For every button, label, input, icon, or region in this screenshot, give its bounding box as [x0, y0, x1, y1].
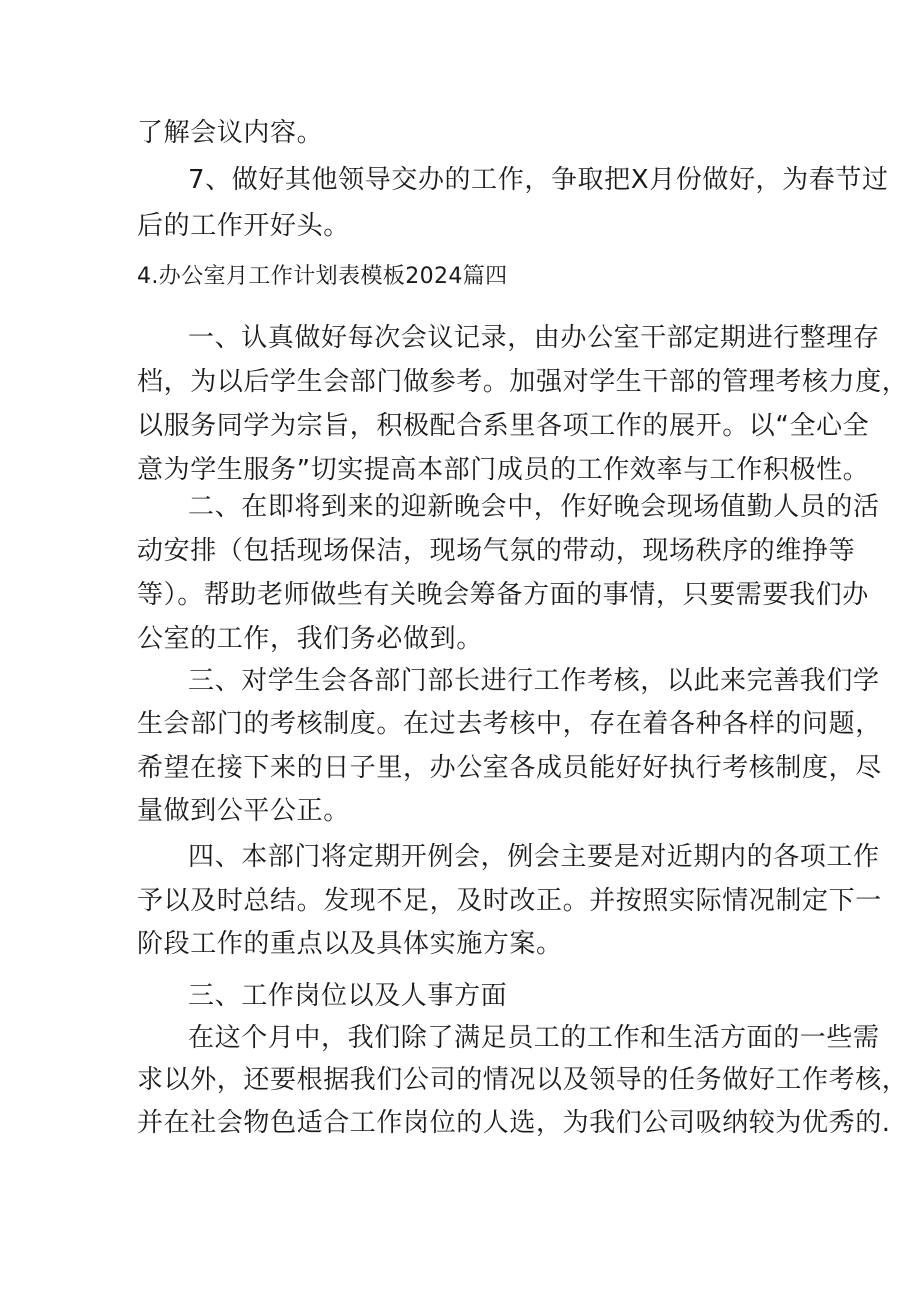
section-heading: 4.办公室月工作计划表模板2024篇四 — [137, 264, 508, 289]
paragraph-1-line-2: 档，为以后学生会部门做参考。加强对学生干部的管理考核力度， — [137, 367, 909, 397]
final-paragraph-line-3: 并在社会物色适合工作岗位的人选，为我们公司吸纳较为优秀的. — [137, 1108, 891, 1138]
paragraph-2-line-4: 公室的工作，我们务必做到。 — [137, 624, 483, 654]
paragraph-1-line-1: 一、认真做好每次会议记录，由办公室干部定期进行整理存 — [188, 323, 880, 353]
paragraph-2-line-3: 等）。帮助老师做些有关晚会筹备方面的事情，只要需要我们办 — [137, 580, 869, 610]
paragraph-1-line-3: 以服务同学为宗旨，积极配合系里各项工作的展开。以“全心全 — [137, 411, 870, 441]
paragraph-1-line-4: 意为学生服务”切实提高本部门成员的工作效率与工作积极性。 — [137, 455, 870, 485]
paragraph-4-line-1: 四、本部门将定期开例会，例会主要是对近期内的各项工作 — [188, 842, 880, 872]
paragraph-4-line-3: 阶段工作的重点以及具体实施方案。 — [137, 929, 563, 959]
paragraph-2-line-1: 二、在即将到来的迎新晚会中，作好晚会现场值勤人员的活 — [188, 492, 880, 522]
paragraph-4-line-2: 予以及时总结。发现不足，及时改正。并按照实际情况制定下一 — [137, 886, 882, 916]
item7-line-1: 7、做好其他领导交办的工作，争取把X月份做好，为春节过 — [188, 165, 889, 195]
subheading: 三、工作岗位以及人事方面 — [188, 981, 508, 1011]
paragraph-2-line-2: 动安排（包括现场保洁，现场气氛的带动，现场秩序的维挣等 — [137, 536, 856, 566]
paragraph-3-line-4: 量做到公平公正。 — [137, 796, 350, 826]
paragraph-3-line-2: 生会部门的考核制度。在过去考核中，存在着各种各样的问题， — [137, 709, 882, 739]
final-paragraph-line-2: 求以外，还要根据我们公司的情况以及领导的任务做好工作考核， — [137, 1065, 909, 1095]
paragraph-3-line-3: 希望在接下来的日子里，办公室各成员能好好执行考核制度，尽 — [137, 753, 882, 783]
final-paragraph-line-1: 在这个月中，我们除了满足员工的工作和生活方面的一些需 — [188, 1023, 880, 1053]
paragraph-3-line-1: 三、对学生会各部门部长进行工作考核，以此来完善我们学 — [188, 666, 880, 696]
item7-line-2: 后的工作开好头。 — [137, 211, 350, 241]
continuation-line: 了解会议内容。 — [137, 118, 324, 148]
